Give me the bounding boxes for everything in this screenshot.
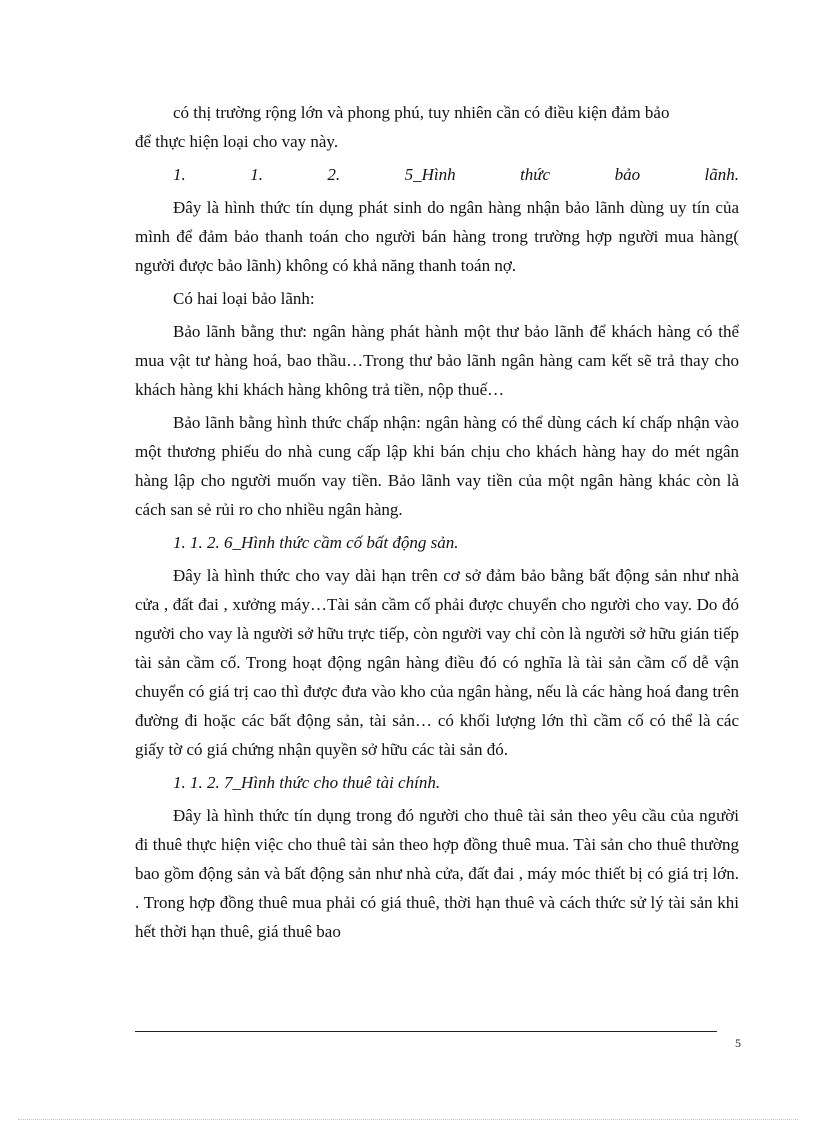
paragraph-7: Đây là hình thức tín dụng trong đó người cho thuê tài sản theo yêu cầu của người đi thuê thực hiện việc cho thuê tài sản theo hợp đồng thuê mua. Tài sản cho thuê thường bao gồm động sản và bất động sản như nhà cửa, đất đai , máy móc thiết bị có giá trị lớn. . Trong hợp đồng thuê mua phải có giá thuê, thời hạn thuê và cách thức sử lý tài sản khi hết thời hạn thuê, giá thuê bao bbox=[135, 806, 739, 941]
heading-1-1-2-5 bbox=[135, 160, 739, 189]
paragraph-1-line-2: để thực hiện loại cho vay này. bbox=[135, 132, 339, 151]
paragraph-6: Đây là hình thức cho vay dài hạn trên cơ sở đảm bảo bằng bất động sản như nhà cửa , đất đai , xưởng máy…Tài sản cầm cố phải được chuyển cho người cho vay. Do đó người cho vay là người sở hữu trực tiếp, còn người vay chỉ còn là người sở hữu gián tiếp tài sản cầm cố. Trong hoạt động ngân hàng điều đó có nghĩa là tài sản cầm cố dễ vận chuyển có giá trị cao thì được đưa vào kho của ngân hàng, nếu là các hàng hoá đang trên đường đi hoặc các bất động sản, tài sản… có khối lượng lớn thì cầm cố có thể là các giấy tờ có giá chứng nhận quyền sở hữu các tài sản đó. bbox=[135, 566, 739, 759]
heading-part: 1. bbox=[173, 165, 186, 184]
paragraph-4: Bảo lãnh bằng thư: ngân hàng phát hành một thư bảo lãnh để khách hàng có thể mua vật tư hàng hoá, bao thầu…Trong thư bảo lãnh ngân hàng cam kết sẽ trả thay cho khách hàng khi khách hàng không trả tiền, nộp thuế… bbox=[135, 322, 739, 399]
paragraph-2: Đây là hình thức tín dụng phát sinh do ngân hàng nhận bảo lãnh dùng uy tín của mình để đảm bảo thanh toán cho người bán hàng trong trường hợp người mua hàng( người được bảo lãnh) không có khả năng thanh toán nợ. bbox=[135, 198, 739, 275]
heading-1-1-2-7: 1. 1. 2. 7_Hình thức cho thuê tài chính. bbox=[173, 773, 441, 792]
heading-part: thức bbox=[520, 165, 551, 184]
heading-part: 1. bbox=[250, 165, 263, 184]
heading-part: lãnh. bbox=[704, 165, 739, 184]
paragraph-5: Bảo lãnh bằng hình thức chấp nhận: ngân hàng có thể dùng cách kí chấp nhận vào một thương phiếu do nhà cung cấp lập khi bán chịu cho khách hàng hay do mét ngân hàng lập cho người muốn vay tiền. Bảo lãnh vay tiền của một ngân hàng khác còn là cách san sẻ rủi ro cho nhiều ngân hàng. bbox=[135, 413, 739, 519]
footer-rule bbox=[135, 1031, 717, 1032]
heading-part: 2. bbox=[327, 165, 341, 184]
page-number: 5 bbox=[735, 1036, 741, 1050]
page-edge-divider bbox=[18, 1119, 798, 1120]
heading-part: 5_Hình bbox=[404, 165, 456, 184]
paragraph-1-line-1: có thị trường rộng lớn và phong phú, tuy nhiên cần có điều kiện đảm bảo bbox=[173, 103, 670, 122]
heading-1-1-2-6: 1. 1. 2. 6_Hình thức cầm cố bất động sản. bbox=[173, 533, 459, 552]
paragraph-3: Có hai loại bảo lãnh: bbox=[173, 289, 315, 308]
heading-part: bảo bbox=[614, 165, 641, 184]
document-body bbox=[135, 98, 739, 950]
